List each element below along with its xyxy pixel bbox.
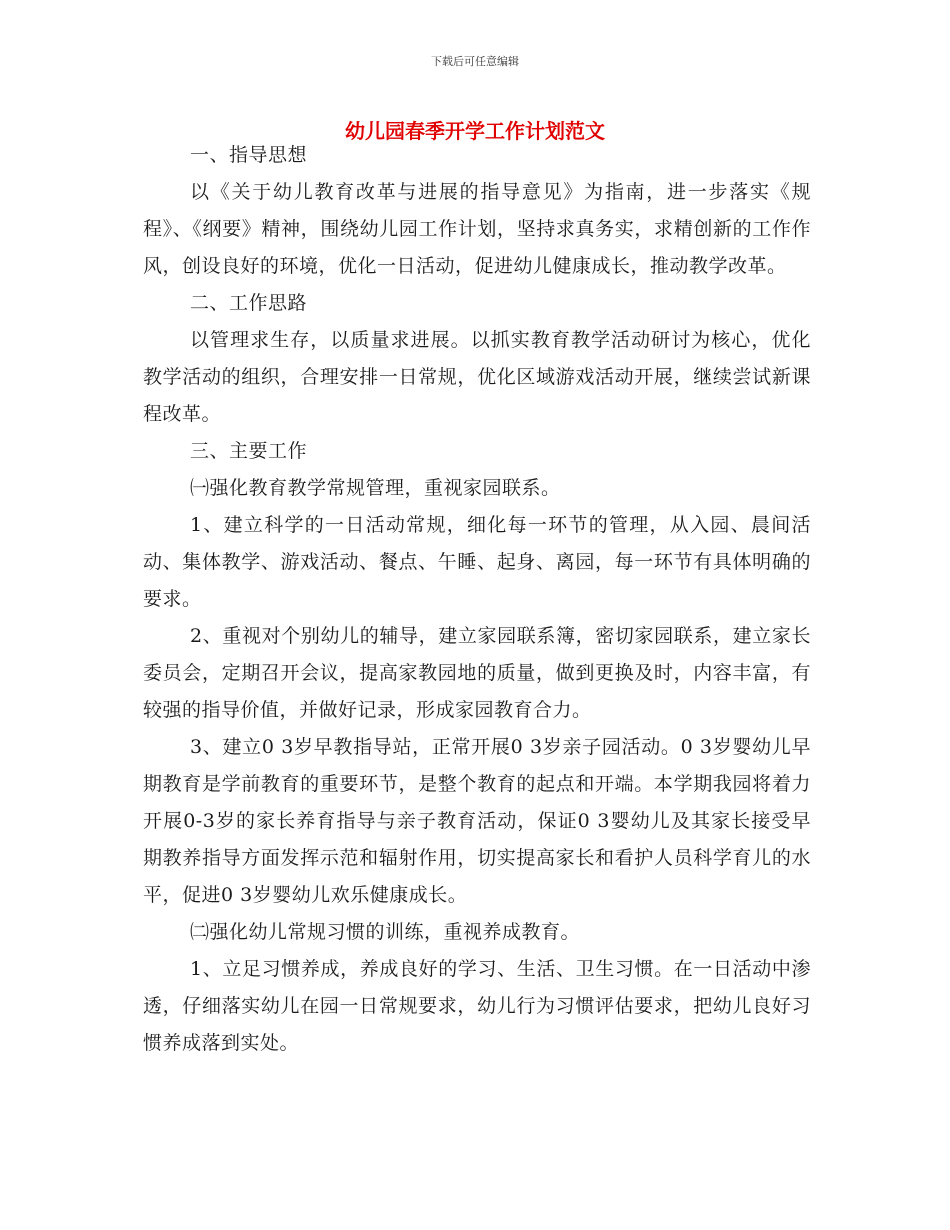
paragraph-item-2: 2、重视对个别幼儿的辅导，建立家园联系簿，密切家园联系，建立家长委员会，定期召开会议，提高家教园地的质量，做到更换及时，内容丰富，有较强的指导价值，并做好记录，形成家园教育合力。 <box>143 625 811 721</box>
paragraph-item-1: 1、建立科学的一日活动常规，细化每一环节的管理，从入园、晨间活动、集体教学、游戏活动、餐点、午睡、起身、离园，每一环节有具体明确的要求。 <box>143 514 811 610</box>
paragraph-habit-item-1: 1、立足习惯养成，养成良好的学习、生活、卫生习惯。在一日活动中渗透，仔细落实幼儿在园一日常规要求，幼儿行为习惯评估要求，把幼儿良好习惯养成落到实处。 <box>143 958 811 1054</box>
paragraph-guiding-ideology: 以《关于幼儿教育改革与进展的指导意见》为指南，进一步落实《规程》、《纲要》精神，围绕幼儿园工作计划，坚持求真务实，求精创新的工作作风，创设良好的环境，优化一日活动，促进幼儿健康成长，推动教学改革。 <box>143 181 811 277</box>
paragraph-item-3: 3、建立0 3岁早教指导站，正常开展0 3岁亲子园活动。0 3岁婴幼儿早期教育是学前教育的重要环节，是整个教育的起点和开端。本学期我园将着力开展0-3岁的家长养育指导与亲子教育活动，保证0 3婴幼儿及其家长接受早期教养指导方面发挥示范和辐射作用，切实提高家长和看护人员科学育儿的水平，促进0 3岁婴幼儿欢乐健康成长。 <box>143 736 811 906</box>
heading-main-work: 三、主要工作 <box>190 440 308 462</box>
subheading-routine-management: ㈠强化教育教学常规管理，重视家园联系。 <box>190 477 561 499</box>
paragraph-work-approach: 以管理求生存，以质量求进展。以抓实教育教学活动研讨为核心，优化教学活动的组织，合理安排一日常规，优化区域游戏活动开展，继续尝试新课程改革。 <box>143 329 811 425</box>
document-title: 幼儿园春季开学工作计划范文 <box>345 119 605 143</box>
page-header-note: 下载后可任意编辑 <box>431 55 519 68</box>
subheading-habit-training: ㈡强化幼儿常规习惯的训练，重视养成教育。 <box>190 921 581 943</box>
heading-work-approach: 二、工作思路 <box>190 292 308 314</box>
heading-guiding-ideology: 一、指导思想 <box>190 144 308 166</box>
document-body <box>143 137 811 1062</box>
